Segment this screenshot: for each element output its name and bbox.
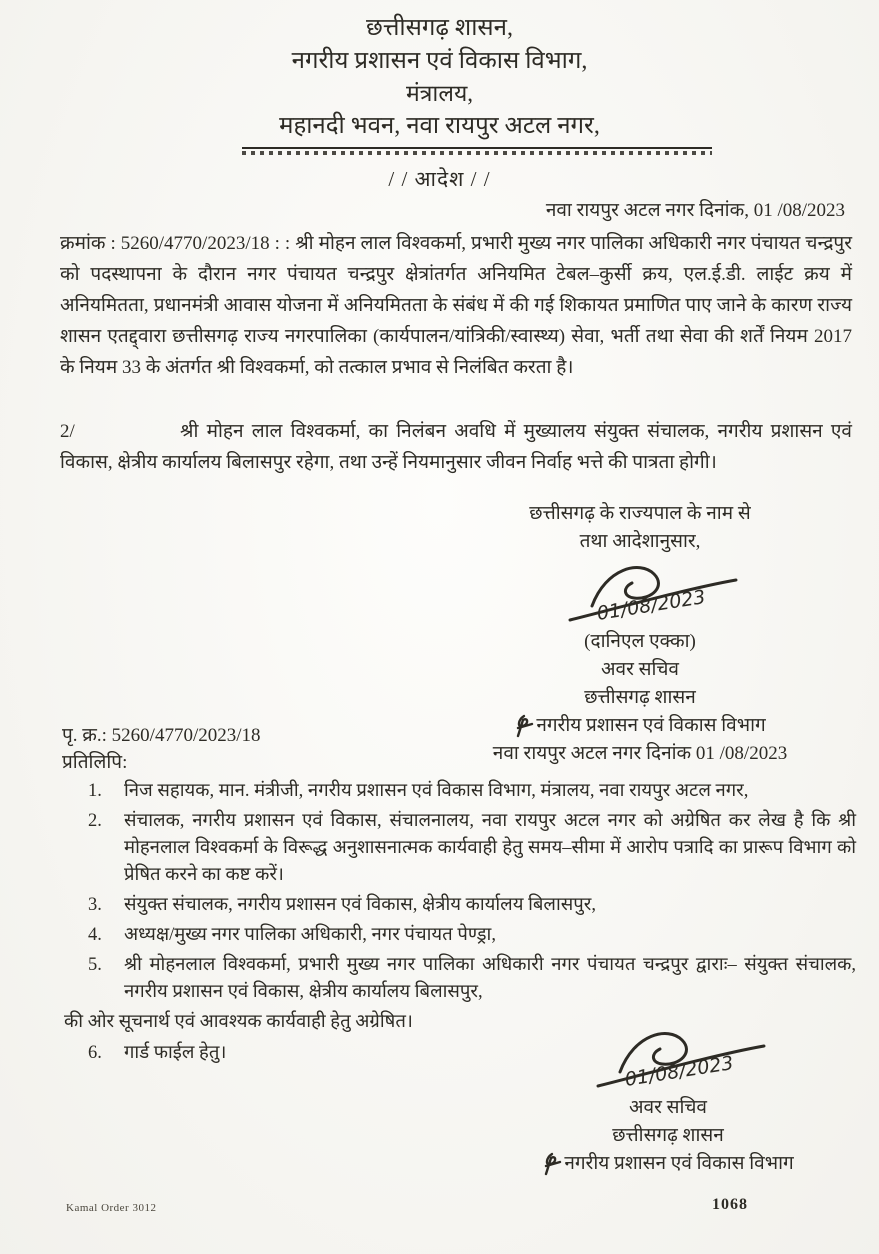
- by-order-line-1: छत्तीसगढ़ के राज्यपाल के नाम से: [529, 503, 751, 524]
- signatory-department: नगरीय प्रशासन एवं विकास विभाग: [536, 715, 766, 736]
- order-heading: / / आदेश / /: [388, 167, 491, 191]
- endorsement-reference: [62, 722, 261, 776]
- signatory-designation: अवर सचिव: [629, 1097, 707, 1118]
- signature-scrawl-icon: [568, 1024, 768, 1096]
- signature-block-top: [428, 500, 852, 768]
- copy-item-text: श्री मोहनलाल विश्वकर्मा, प्रभारी मुख्य नगर पालिका अधिकारी नगर पंचायत चन्द्रपुर द्वाराः– संयुक्त संचालक, नगरीय प्रशासन एवं विकास, क्षेत्रीय कार्यालय बिलासपुर,: [124, 955, 856, 1002]
- copy-item-number: 6.: [88, 1043, 102, 1063]
- copy-item-4: [62, 922, 856, 949]
- signatory-government: छत्तीसगढ़ शासन: [612, 1125, 724, 1146]
- paraph-mark-icon: [514, 714, 534, 738]
- letterhead-department: नगरीय प्रशासन एवं विकास विभाग,: [291, 48, 588, 75]
- copy-item-text: निज सहायक, मान. मंत्रीजी, नगरीय प्रशासन एवं विकास विभाग, मंत्रालय, नवा रायपुर अटल नगर,: [124, 781, 749, 801]
- letterhead-divider: [242, 147, 712, 155]
- copy-item-5: [62, 952, 856, 1006]
- copy-item-text: संयुक्त संचालक, नगरीय प्रशासन एवं विकास, क्षेत्रीय कार्यालय बिलासपुर,: [124, 895, 596, 915]
- letterhead-address: महानदी भवन, नवा रायपुर अटल नगर,: [279, 112, 600, 139]
- copy-item-number: 1.: [88, 781, 102, 801]
- signature-date-scrawl: 01/08/2023: [623, 1052, 735, 1091]
- signature-block-bottom: [468, 1022, 868, 1178]
- copy-item-number: 2.: [88, 811, 102, 831]
- copy-item-number: 4.: [88, 925, 102, 945]
- letterhead: [0, 12, 879, 143]
- copy-item-text: गार्ड फाईल हेतु।: [124, 1043, 227, 1063]
- letterhead-ministry: मंत्रालय,: [405, 81, 474, 107]
- signatory-government: छत्तीसगढ़ शासन: [584, 687, 696, 708]
- by-order-line-2: तथा आदेशानुसार,: [579, 531, 701, 552]
- signatory-department-line: [468, 1150, 868, 1178]
- copy-item-text: संचालक, नगरीय प्रशासन एवं विकास, संचालनालय, नवा रायपुर अटल नगर को अग्रेषित कर लेख है कि श्री मोहनलाल विश्वकर्मा के विरूद्ध अनुशासनात्मक कार्यवाही हेतु समय–सीमा में आरोप पत्रादि का प्रारूप विभाग को प्रेषित करने का कष्ट करें।: [124, 811, 856, 885]
- paraph-mark-icon: [542, 1152, 562, 1176]
- copy-item-1: [62, 778, 856, 805]
- paragraph-2-text: श्री मोहन लाल विश्वकर्मा, का निलंबन अवधि में मुख्यालय संयुक्त संचालक, नगरीय प्रशासन एवं विकास, क्षेत्रीय कार्यालय बिलासपुर रहेगा, तथा उन्हें नियमानुसार जीवन निर्वाह भत्ते की पात्रता होगी।: [60, 421, 852, 473]
- top-place-date: नवा रायपुर अटल नगर दिनांक, 01 /08/2023: [545, 200, 845, 221]
- letterhead-government: छत्तीसगढ़ शासन,: [366, 15, 513, 41]
- signature-date-scrawl: 01/08/2023: [595, 586, 707, 625]
- paragraph-2-number: 2/: [60, 421, 75, 442]
- signatory-department-line: [428, 712, 852, 740]
- printer-code: Kamal Order 3012: [66, 1202, 157, 1214]
- forwarding-note: की ओर सूचनार्थ एवं आवश्यक कार्यवाही हेतु अग्रेषित।: [64, 1012, 413, 1032]
- copy-item-2: [62, 808, 856, 889]
- signature-scrawl-icon: [540, 558, 740, 630]
- copy-to-label: प्रतिलिपि:: [62, 752, 128, 773]
- order-paragraph-2: [60, 416, 852, 478]
- copy-item-3: [62, 892, 856, 919]
- copy-item-text: अध्यक्ष/मुख्य नगर पालिका अधिकारी, नगर पंचायत पेण्ड्रा,: [124, 925, 496, 945]
- copy-item-number: 5.: [88, 955, 102, 975]
- signature-place-date: नवा रायपुर अटल नगर दिनांक 01 /08/2023: [492, 743, 788, 764]
- page-number: 1068: [712, 1196, 748, 1213]
- signatory-designation: अवर सचिव: [601, 659, 679, 680]
- copy-item-number: 3.: [88, 895, 102, 915]
- signatory-department: नगरीय प्रशासन एवं विकास विभाग: [564, 1153, 794, 1174]
- order-paragraph-1: क्रमांक : 5260/4770/2023/18 : : श्री मोहन लाल विश्वकर्मा, प्रभारी मुख्य नगर पालिका अधिकारी नगर पंचायत चन्द्रपुर को पदस्थापना के दौरान नगर पंचायत चन्द्रपुर क्षेत्रांतर्गत अनियमित टेबल–कुर्सी क्रय, एल.ई.डी. लाईट क्रय में अनियमितता, प्रधानमंत्री आवास योजना में अनियमितता के संबंध में की गई शिकायत प्रमाणित पाए जाने के कारण राज्य शासन एतद्द्वारा छत्तीसगढ़ राज्य नगरपालिका (कार्यपालन/यांत्रिकी/स्वास्थ्य) सेवा, भर्ती तथा सेवा की शर्तें नियम 2017 के नियम 33 के अंतर्गत श्री विश्वकर्मा, को तत्काल प्रभाव से निलंबित करता है।: [60, 233, 852, 378]
- signatory-name: (दानिएल एक्का): [584, 631, 696, 652]
- endorsement-ref-number: पृ. क्र.: 5260/4770/2023/18: [62, 725, 261, 746]
